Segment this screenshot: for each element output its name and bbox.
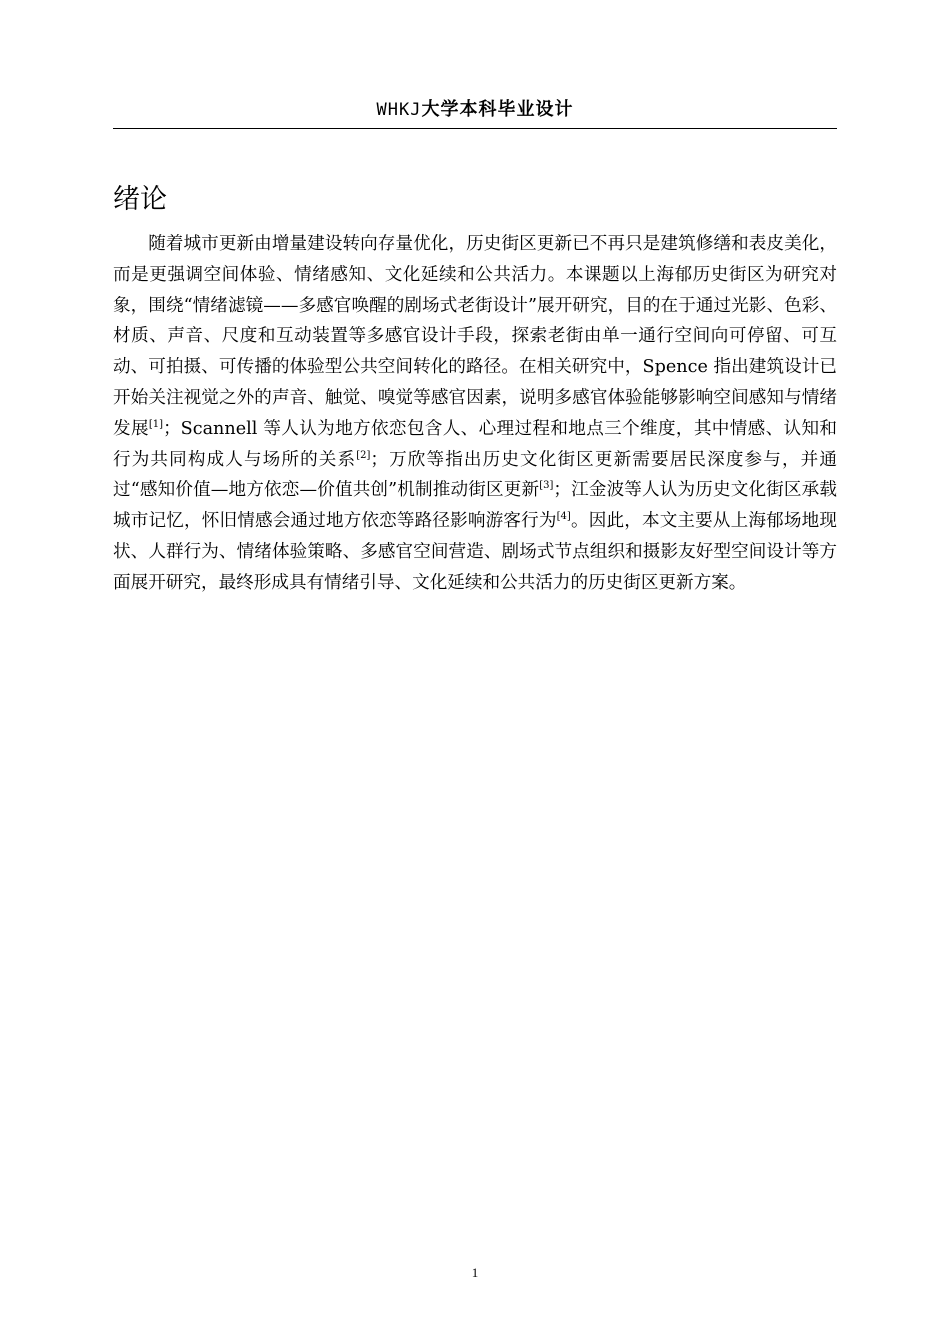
body-text-segment: ；Scannell 等人认为地方依恋包含人、心理过程和地点三个维度，其中情感、认知和行为共同构成人与场所的关系 [113,418,837,470]
citation-ref: [3] [539,480,554,492]
citation-ref: [4] [556,511,571,523]
header-divider [113,128,837,129]
running-header [0,95,950,121]
section-title: 绪论 [113,184,167,215]
body-text-segment: 。因此，本文主要从上海郁场地现状、人群行为、情绪体验策略、多感官空间营造、剧场式节点组织和摄影友好型空间设计等方面展开研究，最终形成具有情绪引导、文化延续和公共活力的历史街区更新方案。 [113,511,837,593]
body-text-segment: ；江金波等人认为历史文化街区承载城市记忆，怀旧情感会通过地方依恋等路径影响游客行为 [113,480,837,532]
page-number: 1 [471,1265,479,1280]
body-paragraph [113,229,837,599]
citation-ref: [2] [356,449,371,461]
header-university-code: WHKJ [376,100,422,120]
body-text-segment: 随着城市更新由增量建设转向存量优化，历史街区更新已不再只是建筑修缮和表皮美化，而是更强调空间体验、情绪感知、文化延续和公共活力。本课题以上海郁历史街区为研究对象，围绕“情绪滤镜——多感官唤醒的剧场式老街设计”展开研究，目的在于通过光影、色彩、材质、声音、尺度和互动装置等多感官设计手段，探索老街由单一通行空间向可停留、可互动、可拍摄、可传播的体验型公共空间转化的路径。在相关研究中，Spence 指出建筑设计已开始关注视觉之外的声音、触觉、嗅觉等感官因素，说明多感官体验能够影响空间感知与情绪发展 [113,234,837,439]
citation-ref: [1] [148,418,164,430]
body-text-segment: ；万欣等指出历史文化街区更新需要居民深度参与，并通过“感知价值—地方依恋—价值共创”机制推动街区更新 [113,449,837,501]
header-title: 大学本科毕业设计 [421,99,574,120]
